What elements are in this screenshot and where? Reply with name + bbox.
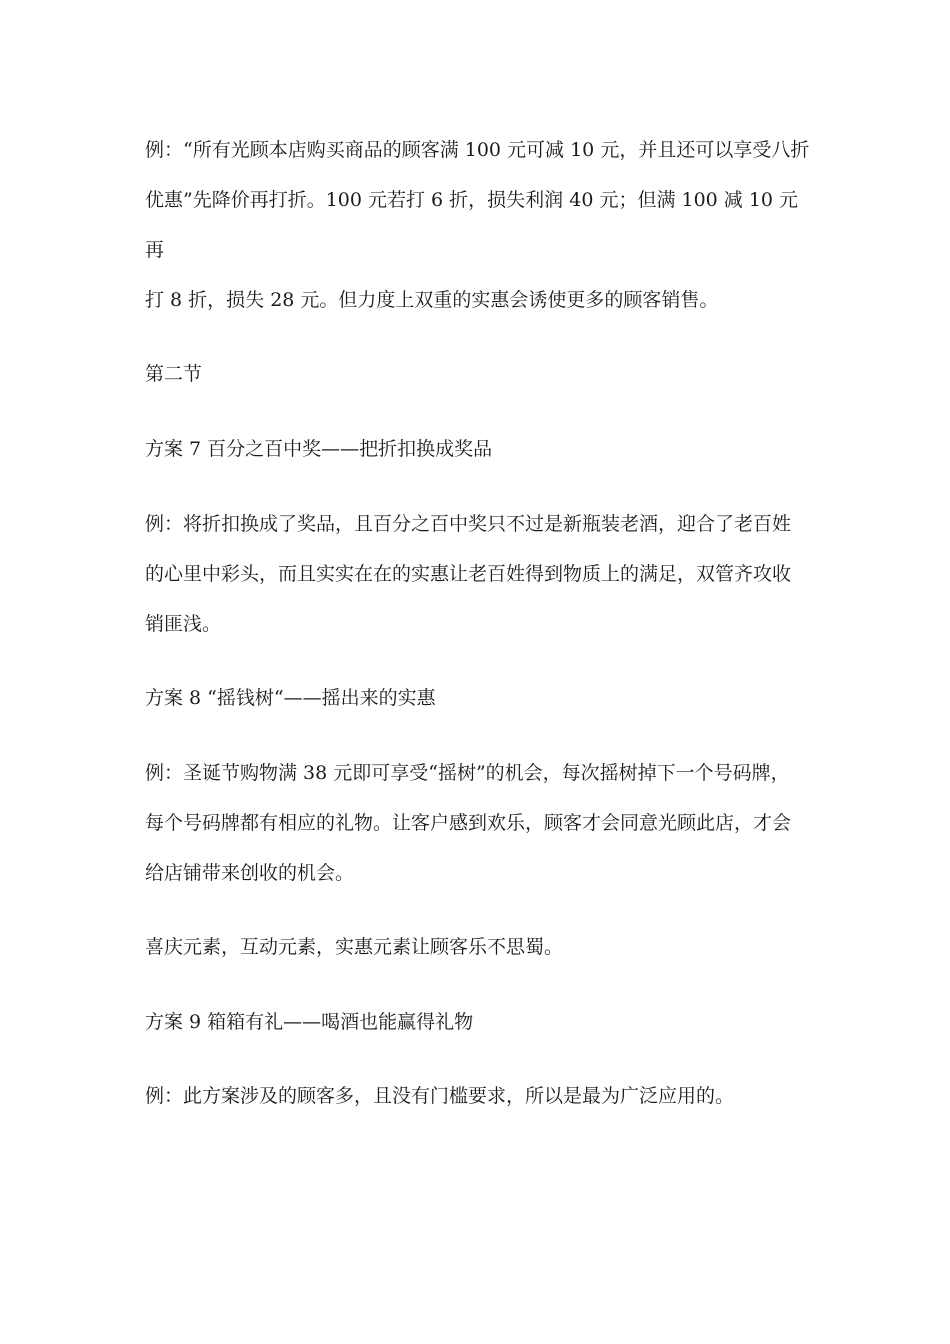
plan-9-title (145, 997, 810, 1047)
text-line: 的心里中彩头，而且实实在在的实惠让老百姓得到物质上的满足，双管齐攻收 (145, 563, 792, 585)
text-line: 第二节 (145, 363, 203, 385)
text-line: 方案 9 箱箱有礼——喝酒也能赢得礼物 (145, 1011, 474, 1033)
plan-7-title (145, 424, 810, 474)
text-line: 例：圣诞节购物满 38 元即可享受“摇树”的机会，每次摇树掉下一个号码牌， (145, 762, 790, 784)
plan-7-example-paragraph (145, 499, 810, 649)
text-line: 销匪浅。 (145, 613, 222, 635)
section-heading (145, 349, 810, 399)
plan-8-title (145, 673, 810, 723)
text-line: 优惠”先降价再打折。100 元若打 6 折，损失利润 40 元；但满 100 减 10 元再 (145, 189, 799, 261)
plan-9-example-paragraph (145, 1071, 810, 1121)
example-discount-paragraph (145, 125, 810, 325)
text-line: 给店铺带来创收的机会。 (145, 862, 355, 884)
plan-8-summary (145, 922, 810, 972)
text-line: 方案 7 百分之百中奖——把折扣换成奖品 (145, 438, 493, 460)
text-line: 例：此方案涉及的顾客多，且没有门槛要求，所以是最为广泛应用的。 (145, 1085, 735, 1107)
text-line: 每个号码牌都有相应的礼物。让客户感到欢乐，顾客才会同意光顾此店，才会 (145, 812, 792, 834)
plan-8-example-paragraph (145, 748, 810, 898)
text-line: 打 8 折，损失 28 元。但力度上双重的实惠会诱使更多的顾客销售。 (145, 289, 719, 311)
text-line: 喜庆元素，互动元素，实惠元素让顾客乐不思蜀。 (145, 936, 564, 958)
text-line: 方案 8 “摇钱树“——摇出来的实惠 (145, 687, 436, 709)
text-line: 例：“所有光顾本店购买商品的顾客满 100 元可减 10 元，并且还可以享受八折 (145, 139, 810, 161)
text-line: 例：将折扣换成了奖品，且百分之百中奖只不过是新瓶装老酒，迎合了老百姓 (145, 513, 792, 535)
